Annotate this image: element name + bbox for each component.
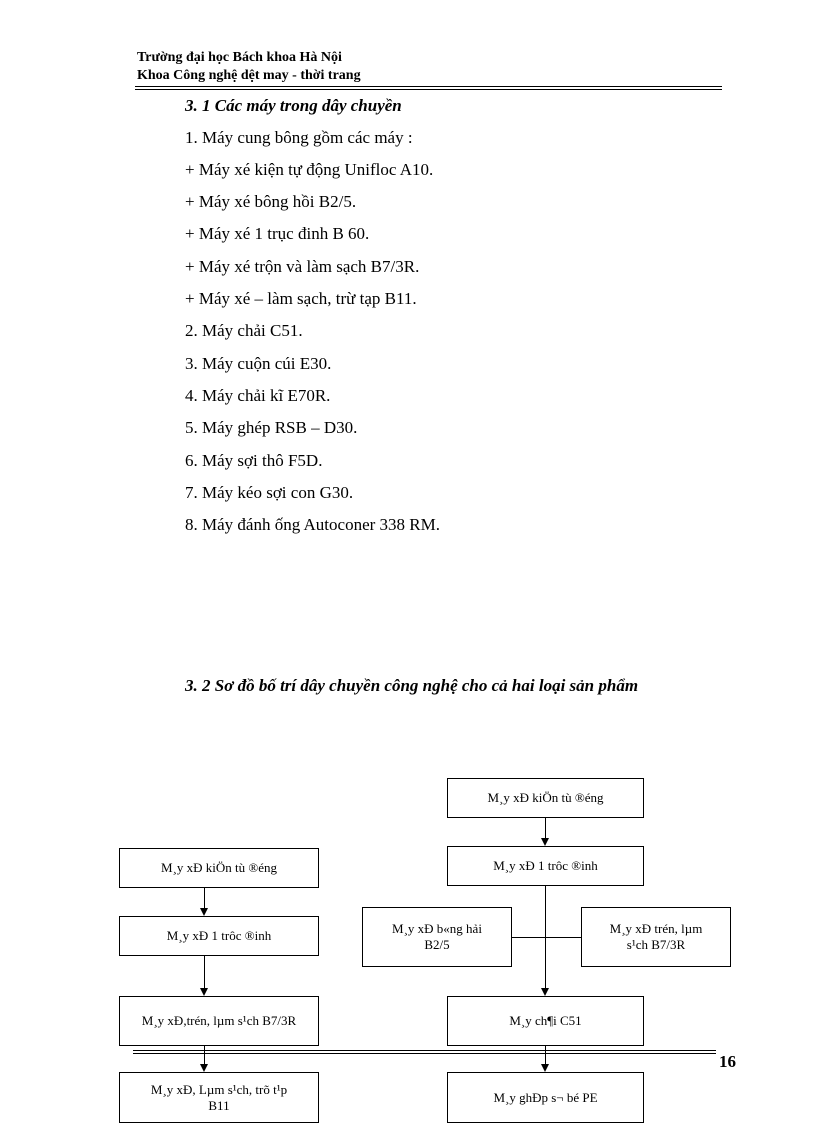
flow-box-left-1: M¸y xÐ kiÖn tù ®éng [119, 848, 319, 888]
list-item: 4. Máy chải kĩ E70R. [185, 386, 331, 405]
flow-box-right-2: M¸y xÐ 1 trôc ®inh [447, 846, 644, 886]
header-university: Trường đại học Bách khoa Hà Nội [137, 50, 342, 65]
list-item: + Máy xé 1 trục đinh B 60. [185, 224, 370, 243]
list-item: 2. Máy chải C51. [185, 321, 303, 340]
section-2-title: 3. 2 Sơ đồ bố trí dây chuyền công nghệ cho cả hai loại sản phẩm [185, 676, 639, 695]
arrow-down-icon [541, 838, 549, 846]
list-item: 7. Máy kéo sợi con G30. [185, 483, 354, 502]
header-faculty: Khoa Công nghệ dệt may - thời trang [137, 68, 361, 83]
connector-line [545, 1046, 546, 1066]
header-rule-bottom [135, 89, 722, 90]
flow-box-right-1: M¸y xÐ kiÖn tù ®éng [447, 778, 644, 818]
page-number: 16 [719, 1052, 736, 1071]
connector-line [204, 888, 205, 910]
list-item: + Máy xé kiện tự động Unifloc A10. [185, 160, 434, 179]
flow-box-label: M¸y xÐ, Lµm s¹ch, trõ t¹p [150, 1081, 288, 1097]
list-item: 1. Máy cung bông gồm các máy : [185, 128, 413, 147]
flow-box-label: M¸y xÐ trén, lµm [609, 921, 703, 936]
arrow-down-icon [200, 908, 208, 916]
flow-box-side-left [362, 907, 512, 967]
flow-box-label: B11 [208, 1097, 230, 1113]
flow-box-label: M¸y xÐ b«ng hải [392, 921, 482, 936]
flow-box-left-4 [119, 1072, 319, 1123]
list-item: 8. Máy đánh ống Autoconer 338 RM. [185, 515, 440, 534]
list-item: + Máy xé trộn và làm sạch B7/3R. [185, 257, 420, 276]
section-1-title: 3. 1 Các máy trong dây chuyền [185, 96, 402, 115]
connector-line [545, 818, 546, 840]
connector-line [512, 937, 582, 938]
connector-line [545, 886, 546, 990]
connector-line [204, 956, 205, 989]
flow-box-left-2: M¸y xÐ 1 trôc ®inh [119, 916, 319, 956]
flow-box-left-3: M¸y xÐ,trén, lµm s¹ch B7/3R [119, 996, 319, 1046]
header-rule-top [135, 86, 722, 87]
list-item: 5. Máy ghép RSB – D30. [185, 418, 358, 437]
list-item: + Máy xé bông hồi B2/5. [185, 192, 357, 211]
list-item: 6. Máy sợi thô F5D. [185, 451, 323, 470]
connector-line [204, 1046, 205, 1066]
list-item: 3. Máy cuộn cúi E30. [185, 354, 332, 373]
footer-rule-bottom [133, 1053, 716, 1054]
list-item: + Máy xé – làm sạch, trừ tạp B11. [185, 289, 417, 308]
arrow-down-icon [541, 988, 549, 996]
arrow-down-icon [200, 1064, 208, 1072]
flow-box-side-right [581, 907, 731, 967]
flow-box-right-3: M¸y ch¶i C51 [447, 996, 644, 1046]
arrow-down-icon [541, 1064, 549, 1072]
flow-box-label: B2/5 [424, 937, 450, 952]
footer-rule-top [133, 1050, 716, 1051]
arrow-down-icon [200, 988, 208, 996]
flow-box-right-4: M¸y ghÐp s¬ bé PE [447, 1072, 644, 1123]
flow-box-label: s¹ch B7/3R [626, 937, 686, 952]
